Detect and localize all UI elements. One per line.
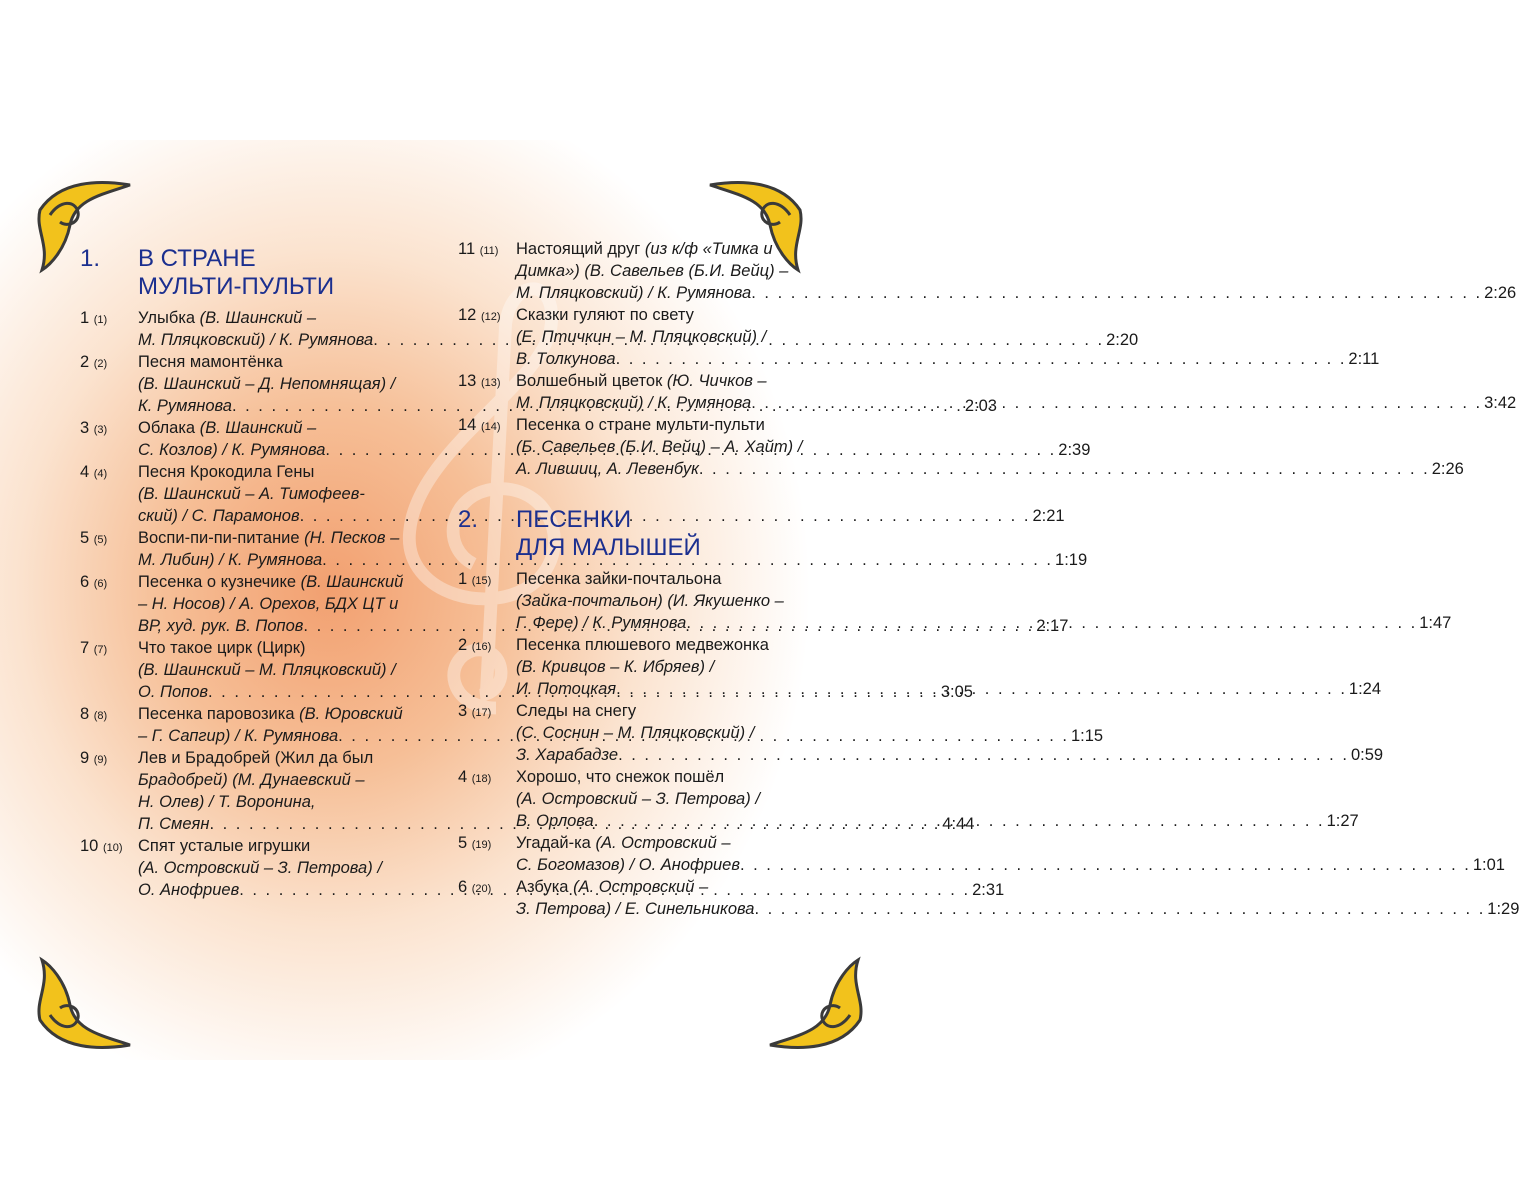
track-last-line: С. Козлов) / К. Румянова . . . 2:39 [138,439,1090,461]
section-number: 1. [80,245,101,272]
track-line: Следы на снегу [516,702,637,720]
track-credits [516,238,1516,304]
track-line: (В. Шаинский – М. Пляцковский) / [138,661,396,679]
section-number: 2. [458,506,479,533]
track-line: Песенка о кузнечике (В. Шаинский [138,573,404,591]
track-last-line: О. Анофриев . . . 2:31 [138,879,1004,901]
dot-leader [618,744,1349,766]
track-number: 1 (1) [80,309,108,327]
track-duration: 2:31 [972,881,1005,899]
track-line: Песенка плюшевого медвежонка [516,636,769,654]
track-duration: 1:24 [1348,680,1382,698]
track-line: Н. Олев) / Т. Воронина, [138,793,316,811]
track-line: Песенка зайки-почтальона [516,570,722,588]
track-line: Волшебный цветок (Ю. Чичков – [516,372,767,390]
section-gap [458,480,858,506]
track-line: Азбука (А. Островский – [516,878,709,896]
track-duration: 1:29 [1487,900,1519,918]
track-credits [516,700,1383,766]
track-duration: 2:11 [1348,350,1380,368]
section-heading [458,506,858,562]
track-duration: 2:39 [1058,441,1091,459]
track-line: Лев и Брадобрей (Жил да был [138,749,374,767]
track-number: 11 (11) [458,240,499,258]
track-item [458,832,1505,876]
track-number: 4 (4) [80,463,108,481]
track-credits [516,876,1519,920]
track-duration: 3:05 [940,683,973,701]
track-credits [516,568,1451,634]
track-last-line: ВР, худ. рук. В. Попов . . . 2:17 [138,615,1068,637]
track-last-line: Г. Фере) / К. Румянова . . . 1:47 [516,612,1451,634]
track-line: (Б. Савельев (Б.И. Вейц) – А. Хайт) / [516,438,803,456]
track-line: Сказки гуляют по свету [516,306,694,324]
track-number: 3 (3) [80,419,108,437]
track-line: Облака (В. Шаинский – [138,419,317,437]
track-duration: 1:47 [1419,614,1452,632]
track-number: 4 (18) [458,768,492,786]
track-line: Песня мамонтёнка [138,353,283,371]
track-line: (Зайка-почтальон) (И. Якушенко – [516,592,784,610]
track-number: 8 (8) [80,705,108,723]
track-number: 3 (17) [458,702,492,720]
track-last-line: М. Пляцковский) / К. Румянова . . . 2:26 [516,282,1516,304]
track-last-line: М. Пляцковский) / К. Румянова . . . 3:42 [516,392,1516,414]
track-item [458,238,1517,304]
track-number: 2 (16) [458,636,492,654]
dot-leader [740,854,1471,876]
track-last-line: В. Толкунова . . . 2:11 [516,348,1379,370]
section-title-line: В СТРАНЕ [138,245,256,272]
track-line: Что такое цирк (Цирк) [138,639,306,657]
corner-ornament-bottom-left-icon [30,940,150,1060]
track-line: Брадобрей) (М. Дунаевский – [138,771,365,789]
track-last-line: С. Богомазов) / О. Анофриев . . . 1:01 [516,854,1505,876]
track-duration: 1:19 [1055,551,1088,569]
track-duration: 3:42 [1484,394,1517,412]
track-line: Песенка паровозика (В. Юровский [138,705,403,723]
track-last-line: А. Лившиц, А. Левенбук . . . 2:26 [516,458,1464,480]
track-line: Димка») (В. Савельев (Б.И. Вейц) – [516,262,789,280]
track-duration: 1:27 [1326,812,1359,830]
track-line: (В. Шаинский – Д. Непомнящая) / [138,375,396,393]
track-credits [516,414,1464,480]
dot-leader [616,678,1347,700]
track-last-line: П. Смеян . . . 4:44 [138,813,974,835]
track-line: Хорошо, что снежок пошёл [516,768,725,786]
track-line: Настоящий друг (из к/ф «Тимка и [516,240,773,258]
section-title [138,245,480,301]
track-line: Песня Крокодила Гены [138,463,315,481]
track-last-line: О. Попов . . . 3:05 [138,681,973,703]
dot-leader [751,282,1482,304]
track-number: 1 (15) [458,570,492,588]
track-duration: 2:26 [1431,460,1464,478]
track-line: (А. Островский – З. Петрова) / [138,859,382,877]
track-duration: 0:59 [1350,746,1384,764]
track-duration: 2:26 [1484,284,1517,302]
track-line: (В. Кривцов – К. Ибряев) / [516,658,715,676]
track-number: 13 (13) [458,372,501,390]
dot-leader [616,348,1347,370]
track-line: (Е. Птичкин – М. Пляцковский) / [516,328,767,346]
track-line: (С. Соснин – М. Пляцковский) / [516,724,755,742]
dot-leader [699,458,1430,480]
track-line: Воспи-пи-пи-питание (Н. Песков – [138,529,400,547]
track-number: 12 (12) [458,306,501,324]
track-last-line: М. Пляцковский) / К. Румянова . . . 2:20 [138,329,1138,351]
track-number: 5 (19) [458,834,492,852]
track-duration: 2:17 [1036,617,1069,635]
track-line: (А. Островский – З. Петрова) / [516,790,760,808]
track-last-line: – Г. Сапгир) / К. Румянова . . . 1:15 [138,725,1103,747]
track-number: 2 (2) [80,353,108,371]
track-credits [516,832,1505,876]
track-last-line: М. Либин) / К. Румянова . . . 1:19 [138,549,1087,571]
track-last-line: З. Харабадзе . . . 0:59 [516,744,1383,766]
track-line: (В. Шаинский – А. Тимофеев- [138,485,365,503]
track-number: 5 (5) [80,529,108,547]
track-line: Угадай-ка (А. Островский – [516,834,731,852]
track-duration: 1:01 [1472,856,1505,874]
track-number: 10 (10) [80,837,123,855]
section-title-line: МУЛЬТИ-ПУЛЬТИ [138,273,335,300]
track-number: 9 (9) [80,749,108,767]
track-duration: 2:20 [1106,331,1139,349]
track-line: Улыбка (В. Шаинский – [138,309,317,327]
track-duration: 2:03 [964,397,997,415]
track-duration: 4:44 [942,815,975,833]
track-duration: 1:15 [1070,727,1104,745]
track-credits [516,370,1516,414]
track-last-line: З. Петрова) / Е. Синельникова . . . 1:29 [516,898,1519,920]
track-line: – Н. Носов) / А. Орехов, БДХ ЦТ и [138,595,399,613]
track-number: 6 (20) [458,878,492,896]
track-last-line: ский) / С. Парамонов . . . 2:21 [138,505,1065,527]
dot-leader [686,612,1417,634]
track-credits [516,766,1359,832]
track-last-line: В. Орлова . . . 1:27 [516,810,1359,832]
corner-ornament-bottom-right-icon [750,940,870,1060]
track-duration: 2:21 [1032,507,1065,525]
track-last-line: И. Потоцкая . . . 1:24 [516,678,1381,700]
dot-leader [751,392,1482,414]
track-number: 14 (14) [458,416,501,434]
dot-leader [754,898,1485,920]
track-line: Песенка о стране мульти-пульти [516,416,765,434]
track-credits [516,634,1381,700]
track-credits [516,304,1379,370]
section-title-line: ДЛЯ МАЛЫШЕЙ [516,534,701,561]
dot-leader [594,810,1325,832]
track-line: Спят усталые игрушки [138,837,311,855]
section-title-line: ПЕСЕНКИ [516,506,632,533]
section-title [516,506,858,562]
section-heading [80,245,480,301]
track-last-line: К. Румянова . . . 2:03 [138,395,997,417]
track-number: 6 (6) [80,573,108,591]
track-number: 7 (7) [80,639,108,657]
